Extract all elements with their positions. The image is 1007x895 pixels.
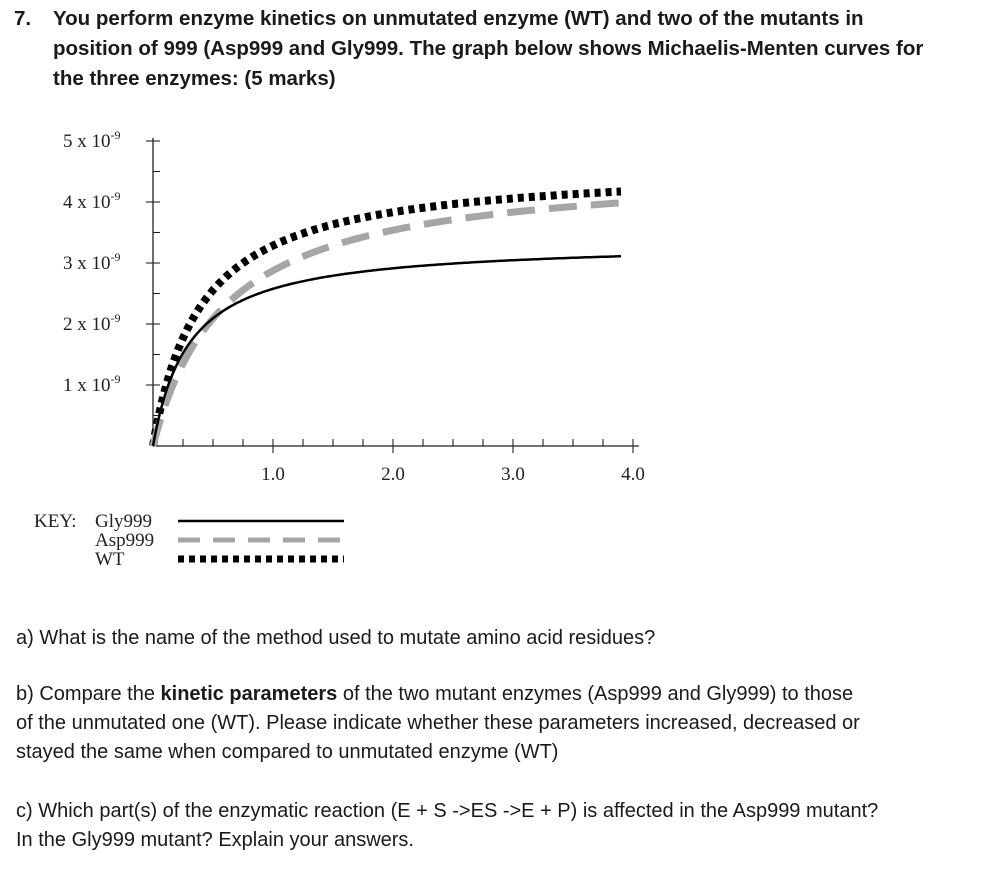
part-b-suffix: of the two mutant enzymes (Asp999 and Gly999) to those [337,683,854,705]
y-tick-label [63,372,121,396]
y-tick-exponent: -9 [110,250,121,264]
x-tick-label: 4.0 [621,464,645,485]
part-c [16,797,878,855]
part-c-line-1: c) Which part(s) of the enzymatic reaction (E + S ->ES ->E + P) is affected in the Asp999 mutant? [16,800,879,822]
x-tick-label: 2.0 [381,464,405,485]
part-b-line-1 [16,680,860,709]
part-b [16,680,860,767]
question-line-3: the three enzymes: (5 marks) [53,67,336,90]
series-asp999-curve [153,203,621,446]
x-tick-label: 1.0 [261,464,285,485]
y-tick-label [63,311,121,335]
chart-series [153,192,621,447]
part-b-line-2: of the unmutated one (WT). Please indicate whether these parameters increased, decreased or [16,712,860,734]
part-a-text: a) What is the name of the method used to mutate amino acid residues? [16,627,656,649]
y-tick-label [63,250,121,274]
part-c-line-2: In the Gly999 mutant? Explain your answers. [16,829,414,851]
y-axis-ticks [63,128,160,416]
chart-axes [153,138,639,446]
legend-label-gly999: Gly999 [95,511,152,532]
y-tick-mantissa: 4 x 10 [63,192,111,213]
y-tick-mantissa: 1 x 10 [63,375,111,396]
y-tick-exponent: -9 [110,311,121,325]
chart-legend [34,511,344,570]
y-tick-label [63,128,121,152]
y-tick-exponent: -9 [110,128,121,142]
question-line-1: You perform enzyme kinetics on unmutated enzyme (WT) and two of the mutants in [53,7,864,30]
part-b-line-3: stayed the same when compared to unmutated enzyme (WT) [16,741,559,763]
y-tick-label [63,189,121,213]
legend-key-label: KEY: [34,511,77,532]
question-line-2: position of 999 (Asp999 and Gly999. The graph below shows Michaelis-Menten curves for [53,37,924,60]
y-tick-exponent: -9 [110,372,121,386]
y-tick-mantissa: 3 x 10 [63,253,111,274]
legend-label-wt: WT [95,549,125,570]
part-b-prefix: b) Compare the [16,683,161,705]
y-tick-exponent: -9 [110,189,121,203]
part-a [16,624,655,653]
x-tick-label: 3.0 [501,464,525,485]
part-b-emphasis: kinetic parameters [160,683,338,705]
y-tick-mantissa: 2 x 10 [63,314,111,335]
question-heading [14,4,994,94]
question-number: 7. [14,7,32,30]
michaelis-menten-chart [0,110,700,580]
y-tick-mantissa: 5 x 10 [63,131,111,152]
question-text [53,4,994,94]
legend-label-asp999: Asp999 [95,530,155,551]
